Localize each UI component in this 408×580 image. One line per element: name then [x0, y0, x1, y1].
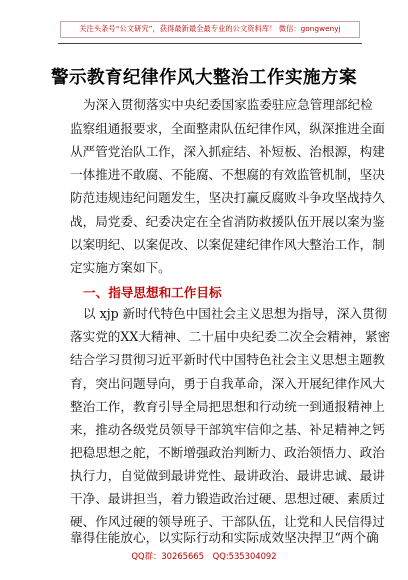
- document-title: 警示教育纪律作风大整治工作实施方案: [51, 68, 357, 88]
- paragraph-2-line: 硬、作风过硬的领导班子、干部队伍，让党和人民信得过: [70, 514, 385, 529]
- paragraph-2-line: 整治工作，教育引导全局把思想和行动统一到通报精神上: [70, 399, 385, 414]
- paragraph-1-line: 定实施方案如下。: [70, 260, 171, 275]
- paragraph-2-line: 执行力，自觉做到最讲党性、最讲政治、最讲忠诚、最讲: [70, 468, 385, 483]
- paragraph-1-line: 以案明纪、以案促改、以案促建纪律作风大整治工作，制: [70, 237, 385, 252]
- footer-contact: QQ群：30265665 QQ:535304092: [131, 551, 277, 561]
- paragraph-1-line: 监察组通报要求，全面整肃队伍纪律作风，纵深推进全面: [70, 121, 385, 136]
- paragraph-2-line: 来，推动各级党员领导干部筑牢信仰之基、补足精神之钙: [70, 422, 385, 437]
- paragraph-2-line: 以 xjp 新时代特色中国社会主义思想为指导，深入贯彻: [83, 306, 388, 321]
- header-divider: [58, 43, 362, 44]
- paragraph-2-line: 育，突出问题导向，勇于自我革命，深入开展纪律作风大: [70, 376, 385, 391]
- paragraph-1-line: 战，局党委、纪委决定在全省消防救援队伍开展以案为鉴: [70, 214, 385, 229]
- paragraph-2-line: 靠得住能放心，以实际行动和实际成效坚决捍卫“两个确: [70, 530, 379, 545]
- paragraph-1-line: 一体推进不敢腐、不能腐、不想腐的有效监管机制，坚决: [70, 167, 385, 182]
- paragraph-2-line: 把稳思想之舵，不断增强政治判断力、政治领悟力、政治: [70, 445, 385, 460]
- header-banner-text: 关注头条号“公文研究”，获得最新最全最专业的公文资料库！ 微信：gongwenyj: [79, 24, 341, 33]
- paragraph-1-line: 从严管党治队工作，深入抓症结、补短板、治根源，构建: [70, 144, 385, 159]
- header-banner: [60, 21, 360, 38]
- paragraph-2-line: 落实党的XX大精神、二十届中央纪委二次全会精神，紧密: [70, 329, 391, 344]
- paragraph-2-line: 干净、最讲担当，着力锻造政治过硬、思想过硬、素质过: [70, 491, 385, 506]
- section-heading: 一、指导思想和工作目标: [83, 285, 222, 300]
- paragraph-1-line: 防范违规违纪问题发生，坚决打赢反腐败斗争攻坚战持久: [70, 190, 385, 205]
- paragraph-2-line: 结合学习贯彻习近平新时代中国特色社会主义思想主题教: [70, 352, 385, 367]
- paragraph-1-line: 为深入贯彻落实中央纪委国家监委驻应急管理部纪检: [83, 97, 373, 112]
